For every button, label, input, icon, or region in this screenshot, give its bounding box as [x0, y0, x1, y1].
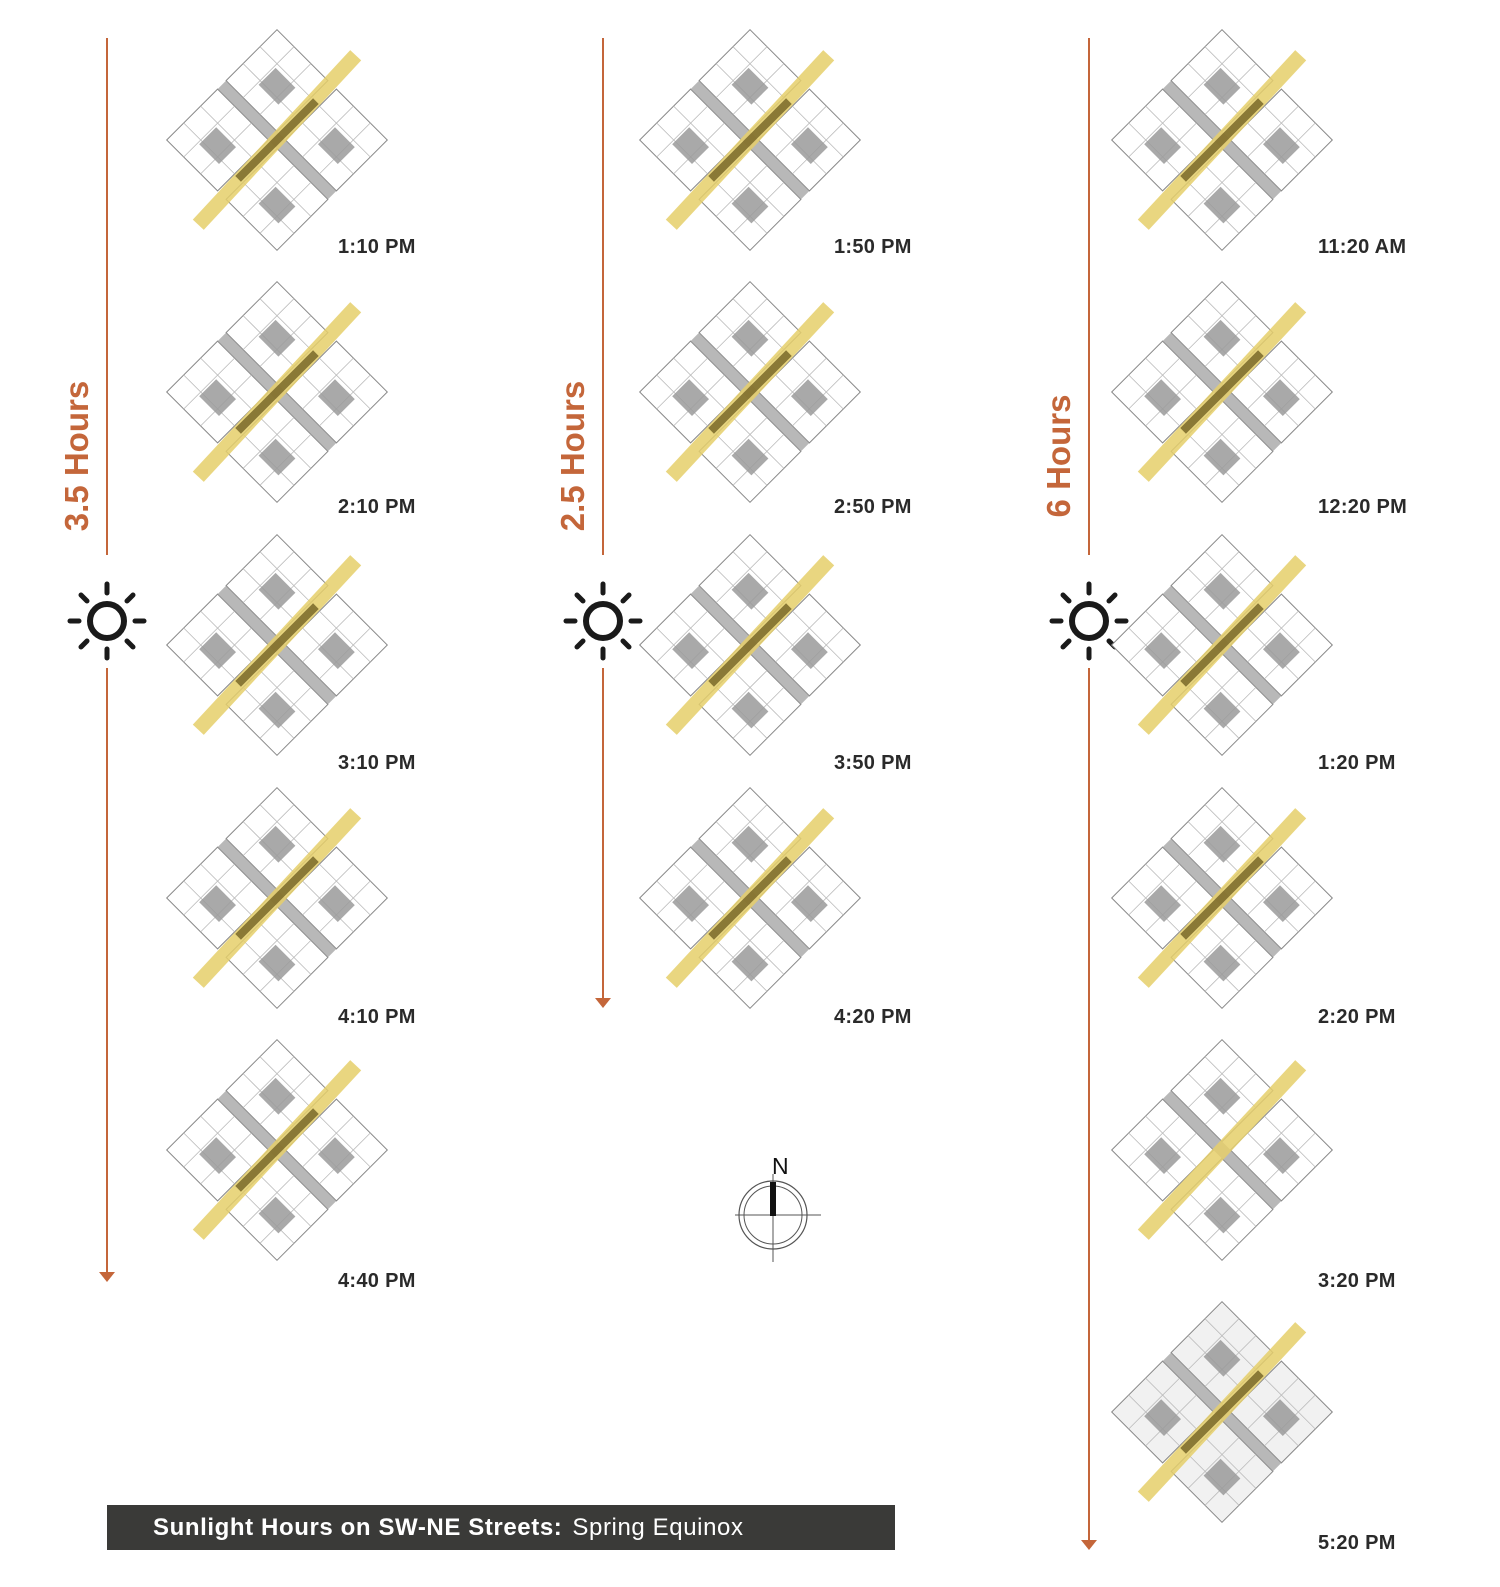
time-label: 12:20 PM [1318, 496, 1408, 518]
block-diagram [640, 282, 861, 503]
time-label: 5:20 PM [1318, 1532, 1396, 1554]
title-light: Spring Equinox [572, 1514, 744, 1541]
time-label: 4:10 PM [338, 1006, 416, 1028]
block-diagram [1112, 282, 1333, 503]
time-label: 3:10 PM [338, 752, 416, 774]
hours-label-col2: 2.5 Hours [554, 380, 591, 532]
block-diagram [1112, 30, 1333, 251]
time-label: 1:10 PM [338, 236, 416, 258]
title-bar [107, 1505, 895, 1550]
block-diagram [640, 30, 861, 251]
block-diagram [1112, 1302, 1333, 1523]
north-compass-icon [735, 1160, 825, 1270]
block-diagram [1112, 788, 1333, 1009]
time-label: 1:20 PM [1318, 752, 1396, 774]
time-label: 4:20 PM [834, 1006, 912, 1028]
block-diagram [1112, 1040, 1333, 1261]
time-label: 3:20 PM [1318, 1270, 1396, 1292]
hours-label-col1: 3.5 Hours [58, 380, 95, 532]
block-diagram [1112, 535, 1333, 756]
block-diagram [167, 535, 388, 756]
hours-label-col3: 6 Hours [1040, 394, 1077, 518]
time-label: 4:40 PM [338, 1270, 416, 1292]
block-diagram [167, 30, 388, 251]
block-diagram [167, 1040, 388, 1261]
compass-north-label: N [772, 1153, 789, 1179]
time-label: 3:50 PM [834, 752, 912, 774]
block-diagram [640, 535, 861, 756]
time-label: 1:50 PM [834, 236, 912, 258]
time-label: 2:10 PM [338, 496, 416, 518]
time-label: 11:20 AM [1318, 236, 1407, 258]
time-label: 2:20 PM [1318, 1006, 1396, 1028]
block-diagram [640, 788, 861, 1009]
block-diagram [167, 282, 388, 503]
block-diagram [167, 788, 388, 1009]
title-bold: Sunlight Hours on SW-NE Streets: [153, 1514, 563, 1541]
time-label: 2:50 PM [834, 496, 912, 518]
